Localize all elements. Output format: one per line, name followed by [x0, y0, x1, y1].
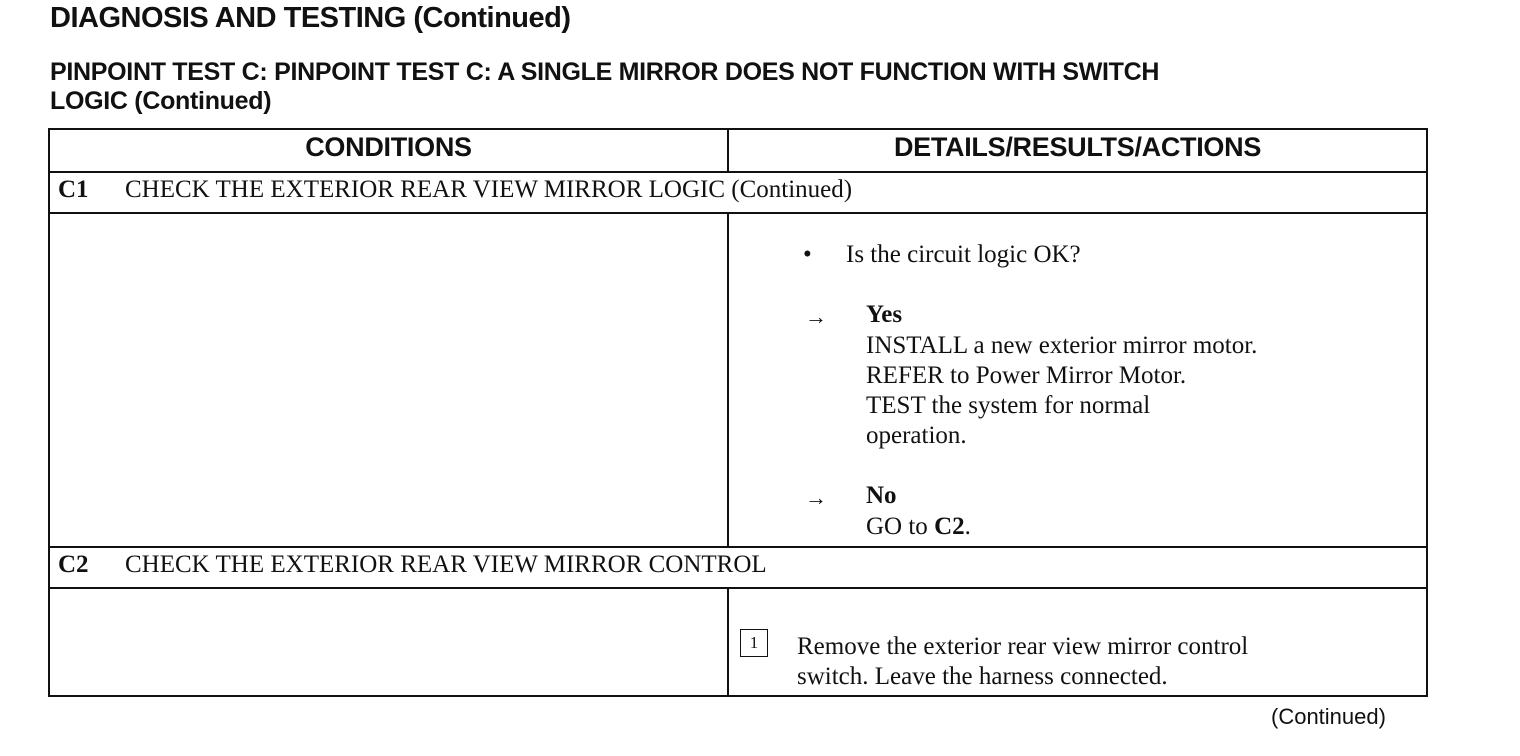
yes-line-1: INSTALL a new exterior mirror motor. — [866, 332, 1258, 359]
continued-note: (Continued) — [1271, 704, 1386, 729]
step-title-c1-text: CHECK THE EXTERIOR REAR VIEW MIRROR LOGIC — [125, 176, 725, 203]
page-title: DIAGNOSIS AND TESTING (Continued) — [50, 2, 571, 34]
step-title-c1-suffix: (Continued) — [731, 176, 853, 203]
divider-c1-title — [50, 212, 1426, 214]
no-action-target: C2 — [934, 513, 965, 540]
no-action — [866, 512, 971, 542]
no-label: No — [866, 482, 897, 509]
no-action-prefix: GO to — [866, 513, 935, 540]
substep-number-box: 1 — [740, 629, 768, 657]
step-code-c2: C2 — [58, 551, 89, 578]
right-arrow-icon: → — [805, 485, 827, 510]
column-divider-c1 — [727, 212, 729, 548]
yes-line-2: REFER to Power Mirror Motor. — [866, 362, 1187, 389]
pinpoint-test-table — [48, 128, 1428, 697]
divider-c2-title — [50, 587, 1426, 589]
divider-c2-heading — [50, 546, 1426, 548]
substep-line-2: switch. Leave the harness connected. — [797, 663, 1168, 690]
column-header-conditions: CONDITIONS — [305, 132, 472, 162]
step-code-c1: C1 — [58, 176, 89, 203]
bullet-icon: • — [803, 241, 812, 268]
step-title-c2: CHECK THE EXTERIOR REAR VIEW MIRROR CONTROL — [125, 551, 767, 578]
test-title-line-2: LOGIC (Continued) — [50, 87, 272, 115]
yes-line-4: operation. — [866, 422, 967, 449]
column-divider-c2 — [727, 588, 729, 697]
right-arrow-icon: → — [805, 304, 827, 329]
test-title-line-1: PINPOINT TEST C: PINPOINT TEST C: A SINGLE MIRROR DOES NOT FUNCTION WITH SWITCH — [50, 58, 1160, 86]
yes-label: Yes — [866, 301, 903, 328]
no-action-suffix: . — [964, 513, 971, 540]
column-header-details: DETAILS/RESULTS/ACTIONS — [893, 132, 1262, 162]
step-title-c1 — [125, 176, 852, 204]
pinpoint-test-title — [50, 58, 1450, 116]
yes-line-3: TEST the system for normal — [866, 392, 1151, 419]
divider-header — [50, 171, 1426, 173]
question-text: Is the circuit logic OK? — [846, 241, 1081, 268]
substep-line-1: Remove the exterior rear view mirror control — [797, 633, 1249, 660]
